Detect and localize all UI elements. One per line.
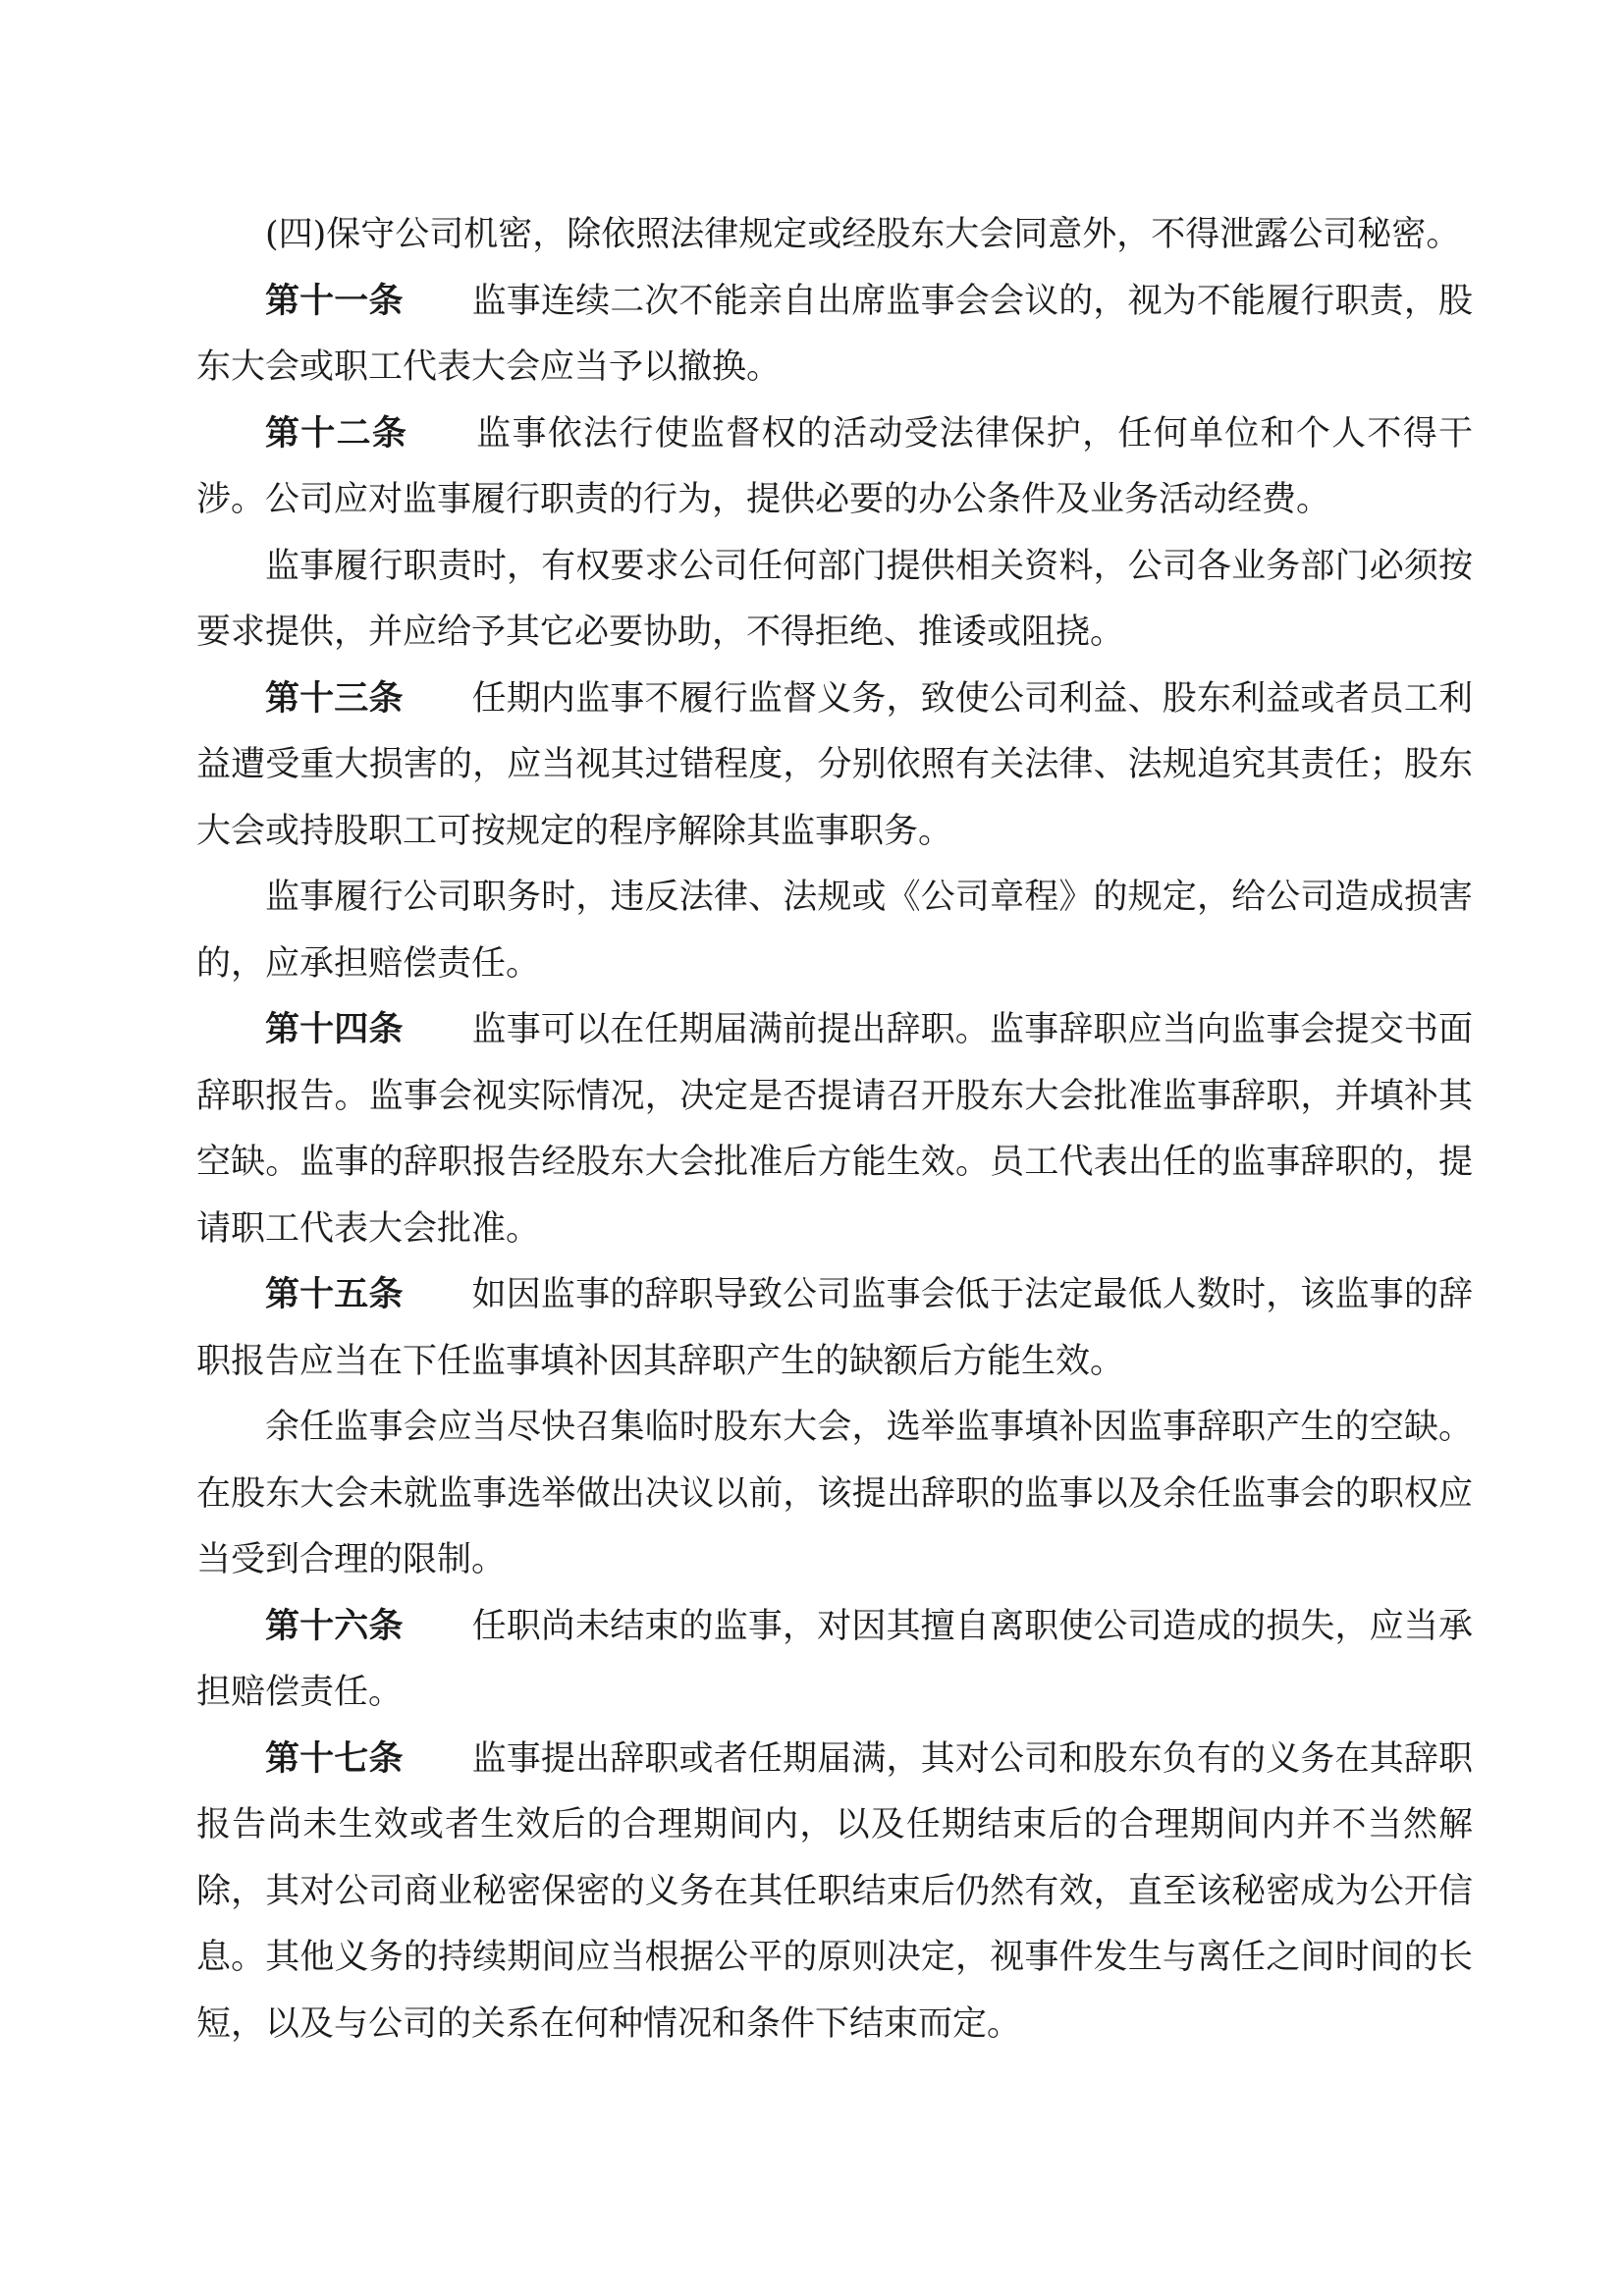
article-17 xyxy=(196,1727,1473,2058)
article-text: 任职尚未结束的监事，对因其擅自离职使公司造成的损失，应当承担赔偿责任。 xyxy=(196,1606,1473,1712)
article-text: 如因监事的辞职导致公司监事会低于法定最低人数时，该监事的辞职报告应当在下任监事填补因其辞职产生的缺额后方能生效。 xyxy=(196,1275,1473,1381)
article-number: 第十一条 xyxy=(265,281,404,321)
article-15 xyxy=(196,1262,1473,1395)
article-text: 任期内监事不履行监督义务，致使公司利益、股东利益或者员工利益遭受重大损害的，应当视其过错程度，分别依照有关法律、法规追究其责任；股东大会或持股职工可按规定的程序解除其监事职务。 xyxy=(196,678,1473,851)
paragraph-text: 余任监事会应当尽快召集临时股东大会，选举监事填补因监事辞职产生的空缺。在股东大会未就监事选举做出决议以前，该提出辞职的监事以及余任监事会的职权应当受到合理的限制。 xyxy=(196,1408,1473,1579)
article-number: 第十四条 xyxy=(265,1010,404,1049)
article-number: 第十三条 xyxy=(265,678,404,719)
article-16 xyxy=(196,1594,1473,1727)
article-14 xyxy=(196,997,1473,1262)
article-12 xyxy=(196,401,1473,534)
article-13 xyxy=(196,667,1473,866)
article-12-continuation xyxy=(196,534,1473,667)
paragraph-item-4 xyxy=(196,202,1473,269)
paragraph-text: (四)保守公司机密，除依照法律规定或经股东大会同意外，不得泄露公司秘密。 xyxy=(265,215,1461,254)
article-number: 第十五条 xyxy=(265,1275,404,1314)
article-13-continuation xyxy=(196,865,1473,997)
article-text: 监事提出辞职或者任期届满，其对公司和股东负有的义务在其辞职报告尚未生效或者生效后的合理期间内，以及任期结束后的合理期间内并不当然解除，其对公司商业秘密保密的义务在其任职结束后仍然有效，直至该秘密成为公开信息。其他义务的持续期间应当根据公平的原则决定，视事件发生与离任之间时间的长短，以及与公司的关系在何种情况和条件下结束而定。 xyxy=(196,1738,1473,2044)
article-number: 第十二条 xyxy=(265,413,408,454)
paragraph-text: 监事履行公司职务时，违反法律、法规或《公司章程》的规定，给公司造成损害的，应承担赔偿责任。 xyxy=(196,878,1473,984)
article-15-continuation xyxy=(196,1395,1473,1594)
article-11 xyxy=(196,269,1473,401)
article-text: 监事连续二次不能亲自出席监事会会议的，视为不能履行职责，股东大会或职工代表大会应当予以撤换。 xyxy=(196,281,1473,387)
article-number: 第十六条 xyxy=(265,1606,404,1646)
article-text: 监事依法行使监督权的活动受法律保护，任何单位和个人不得干涉。公司应对监事履行职责的行为，提供必要的办公条件及业务活动经费。 xyxy=(196,413,1473,519)
article-text: 监事可以在任期届满前提出辞职。监事辞职应当向监事会提交书面辞职报告。监事会视实际情况，决定是否提请召开股东大会批准监事辞职，并填补其空缺。监事的辞职报告经股东大会批准后方能生效。员工代表出任的监事辞职的，提请职工代表大会批准。 xyxy=(196,1010,1473,1249)
document-body xyxy=(196,202,1473,2057)
paragraph-text: 监事履行职责时，有权要求公司任何部门提供相关资料，公司各业务部门必须按要求提供，并应给予其它必要协助，不得拒绝、推诿或阻挠。 xyxy=(196,546,1473,652)
article-number: 第十七条 xyxy=(265,1738,404,1779)
